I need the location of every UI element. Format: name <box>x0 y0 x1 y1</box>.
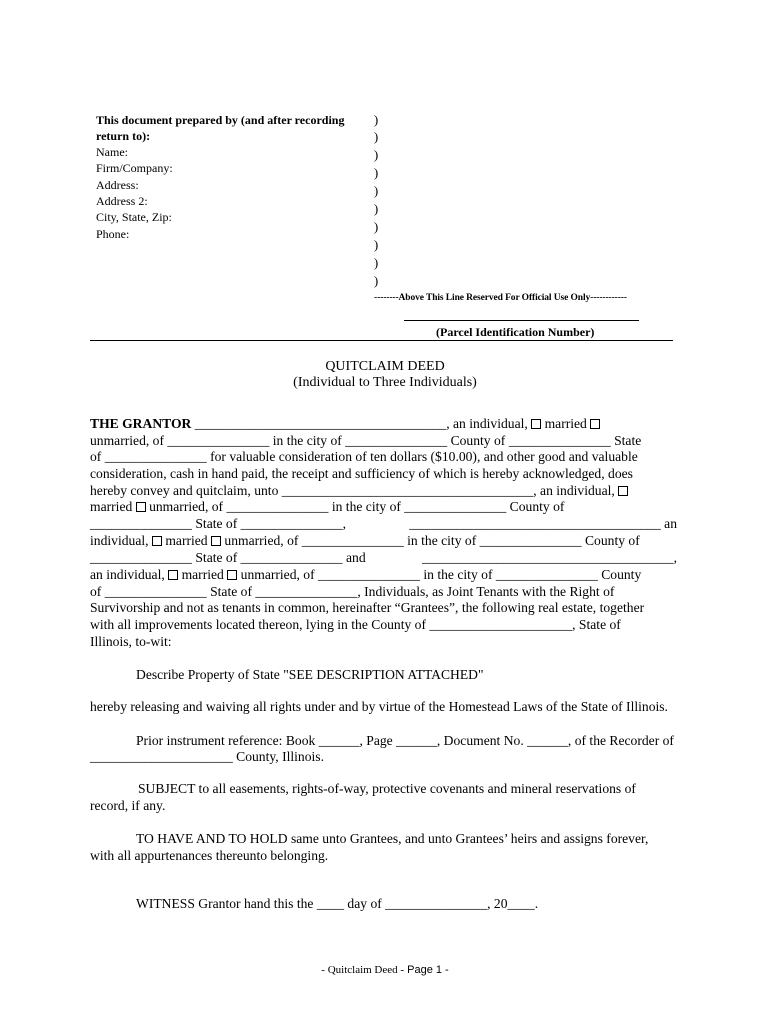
body-line-3: of _______________ for valuable consideration of ten dollars ($10.00), and other good and valuable <box>90 449 638 464</box>
body-line-5: hereby convey and quitclaim, unto _____________________________________, an individual, <box>90 483 628 500</box>
paren-9: ) <box>373 255 379 270</box>
prepared-by-heading: This document prepared by (and after recording <box>96 113 345 127</box>
grantee3-checkbox-a[interactable] <box>168 570 178 580</box>
paren-2: ) <box>373 129 379 144</box>
field-name: Name: <box>96 145 128 159</box>
grantee2-checkbox-b[interactable] <box>211 536 221 546</box>
document-title: QUITCLAIM DEED <box>325 359 445 374</box>
paren-1: ) <box>373 112 379 127</box>
grantor-label: THE GRANTOR <box>90 416 192 431</box>
habendum-line-1: TO HAVE AND TO HOLD same unto Grantees, and unto Grantees’ heirs and assigns forever, <box>136 831 649 846</box>
page-footer <box>0 964 770 976</box>
prior-instrument-line-1: Prior instrument reference: Book ______, Page ______, Document No. ______, of the Recorder of <box>136 733 674 748</box>
grantor-individual-checkbox[interactable] <box>531 419 541 429</box>
return-to-heading: return to): <box>96 129 151 143</box>
grantee3-checkbox-b[interactable] <box>227 570 237 580</box>
paren-6: ) <box>373 201 379 216</box>
witness-line: WITNESS Grantor hand this the ____ day of _______________, 20____. <box>136 896 539 911</box>
paren-10: ) <box>373 273 379 288</box>
grantee1-checkbox-a[interactable] <box>618 486 628 496</box>
field-address: Address: <box>96 178 139 192</box>
field-address-2: Address 2: <box>96 194 148 208</box>
homestead-clause: hereby releasing and waiving all rights under and by virtue of the Homestead Laws of the State of Illinois. <box>90 699 668 714</box>
field-phone: Phone: <box>96 227 130 241</box>
habendum-line-2: with all appurtenances thereunto belonging. <box>90 848 329 863</box>
parcel-number-label: (Parcel Identification Number) <box>436 325 595 339</box>
document-subtitle: (Individual to Three Individuals) <box>293 375 477 390</box>
footer-page-number: Page 1 - <box>404 964 449 976</box>
body-line-8: individual, married unmarried, of _______________ in the city of _______________ County of <box>90 533 640 548</box>
body-line-10: an individual, married unmarried, of _______________ in the city of _______________ County <box>90 567 642 582</box>
body-line-6: married unmarried, of _______________ in the city of _______________ County of <box>90 499 565 514</box>
field-firm: Firm/Company: <box>96 161 173 175</box>
body-line-9: _______________ State of _______________ and _____________________________________, <box>90 550 677 565</box>
body-line-11: of _______________ State of _______________, Individuals, as Joint Tenants with the Right of <box>90 584 615 599</box>
grantee2-checkbox-a[interactable] <box>152 536 162 546</box>
body-line-2: unmarried, of _______________ in the city of _______________ County of _______________ State <box>90 433 642 448</box>
body-line-13: with all improvements located thereon, lying in the County of _____________________, State of <box>90 617 621 632</box>
body-line-4: consideration, cash in hand paid, the receipt and sufficiency of which is hereby acknowledged, does <box>90 466 633 481</box>
paren-3: ) <box>373 147 379 162</box>
body-line-7: _______________ State of _______________, _____________________________________ an <box>90 516 677 531</box>
paren-5: ) <box>373 183 379 198</box>
paren-8: ) <box>373 237 379 252</box>
grantee1-checkbox-b[interactable] <box>136 502 146 512</box>
footer-doc-name: - Quitclaim Deed - <box>321 964 405 976</box>
field-city-state-zip: City, State, Zip: <box>96 210 172 224</box>
paren-4: ) <box>373 165 379 180</box>
subject-clause-line-1: SUBJECT to all easements, rights-of-way, protective covenants and mineral reservations of <box>138 781 636 796</box>
body-line-1: THE GRANTOR _____________________________________, an individual, married <box>90 416 677 433</box>
prior-instrument-line-2: _____________________ County, Illinois. <box>90 749 324 764</box>
header-divider <box>90 340 673 341</box>
body-line-14: Illinois, to-wit: <box>90 634 172 649</box>
property-description: Describe Property of State "SEE DESCRIPTION ATTACHED" <box>136 667 484 682</box>
paren-7: ) <box>373 219 379 234</box>
parcel-number-line <box>404 320 639 321</box>
official-use-line: --------Above This Line Reserved For Official Use Only------------ <box>374 293 627 303</box>
grantor-married-checkbox[interactable] <box>590 419 600 429</box>
body-line-12: Survivorship and not as tenants in common, hereinafter “Grantees”, the following real estate, together <box>90 600 645 615</box>
subject-clause-line-2: record, if any. <box>90 798 166 813</box>
